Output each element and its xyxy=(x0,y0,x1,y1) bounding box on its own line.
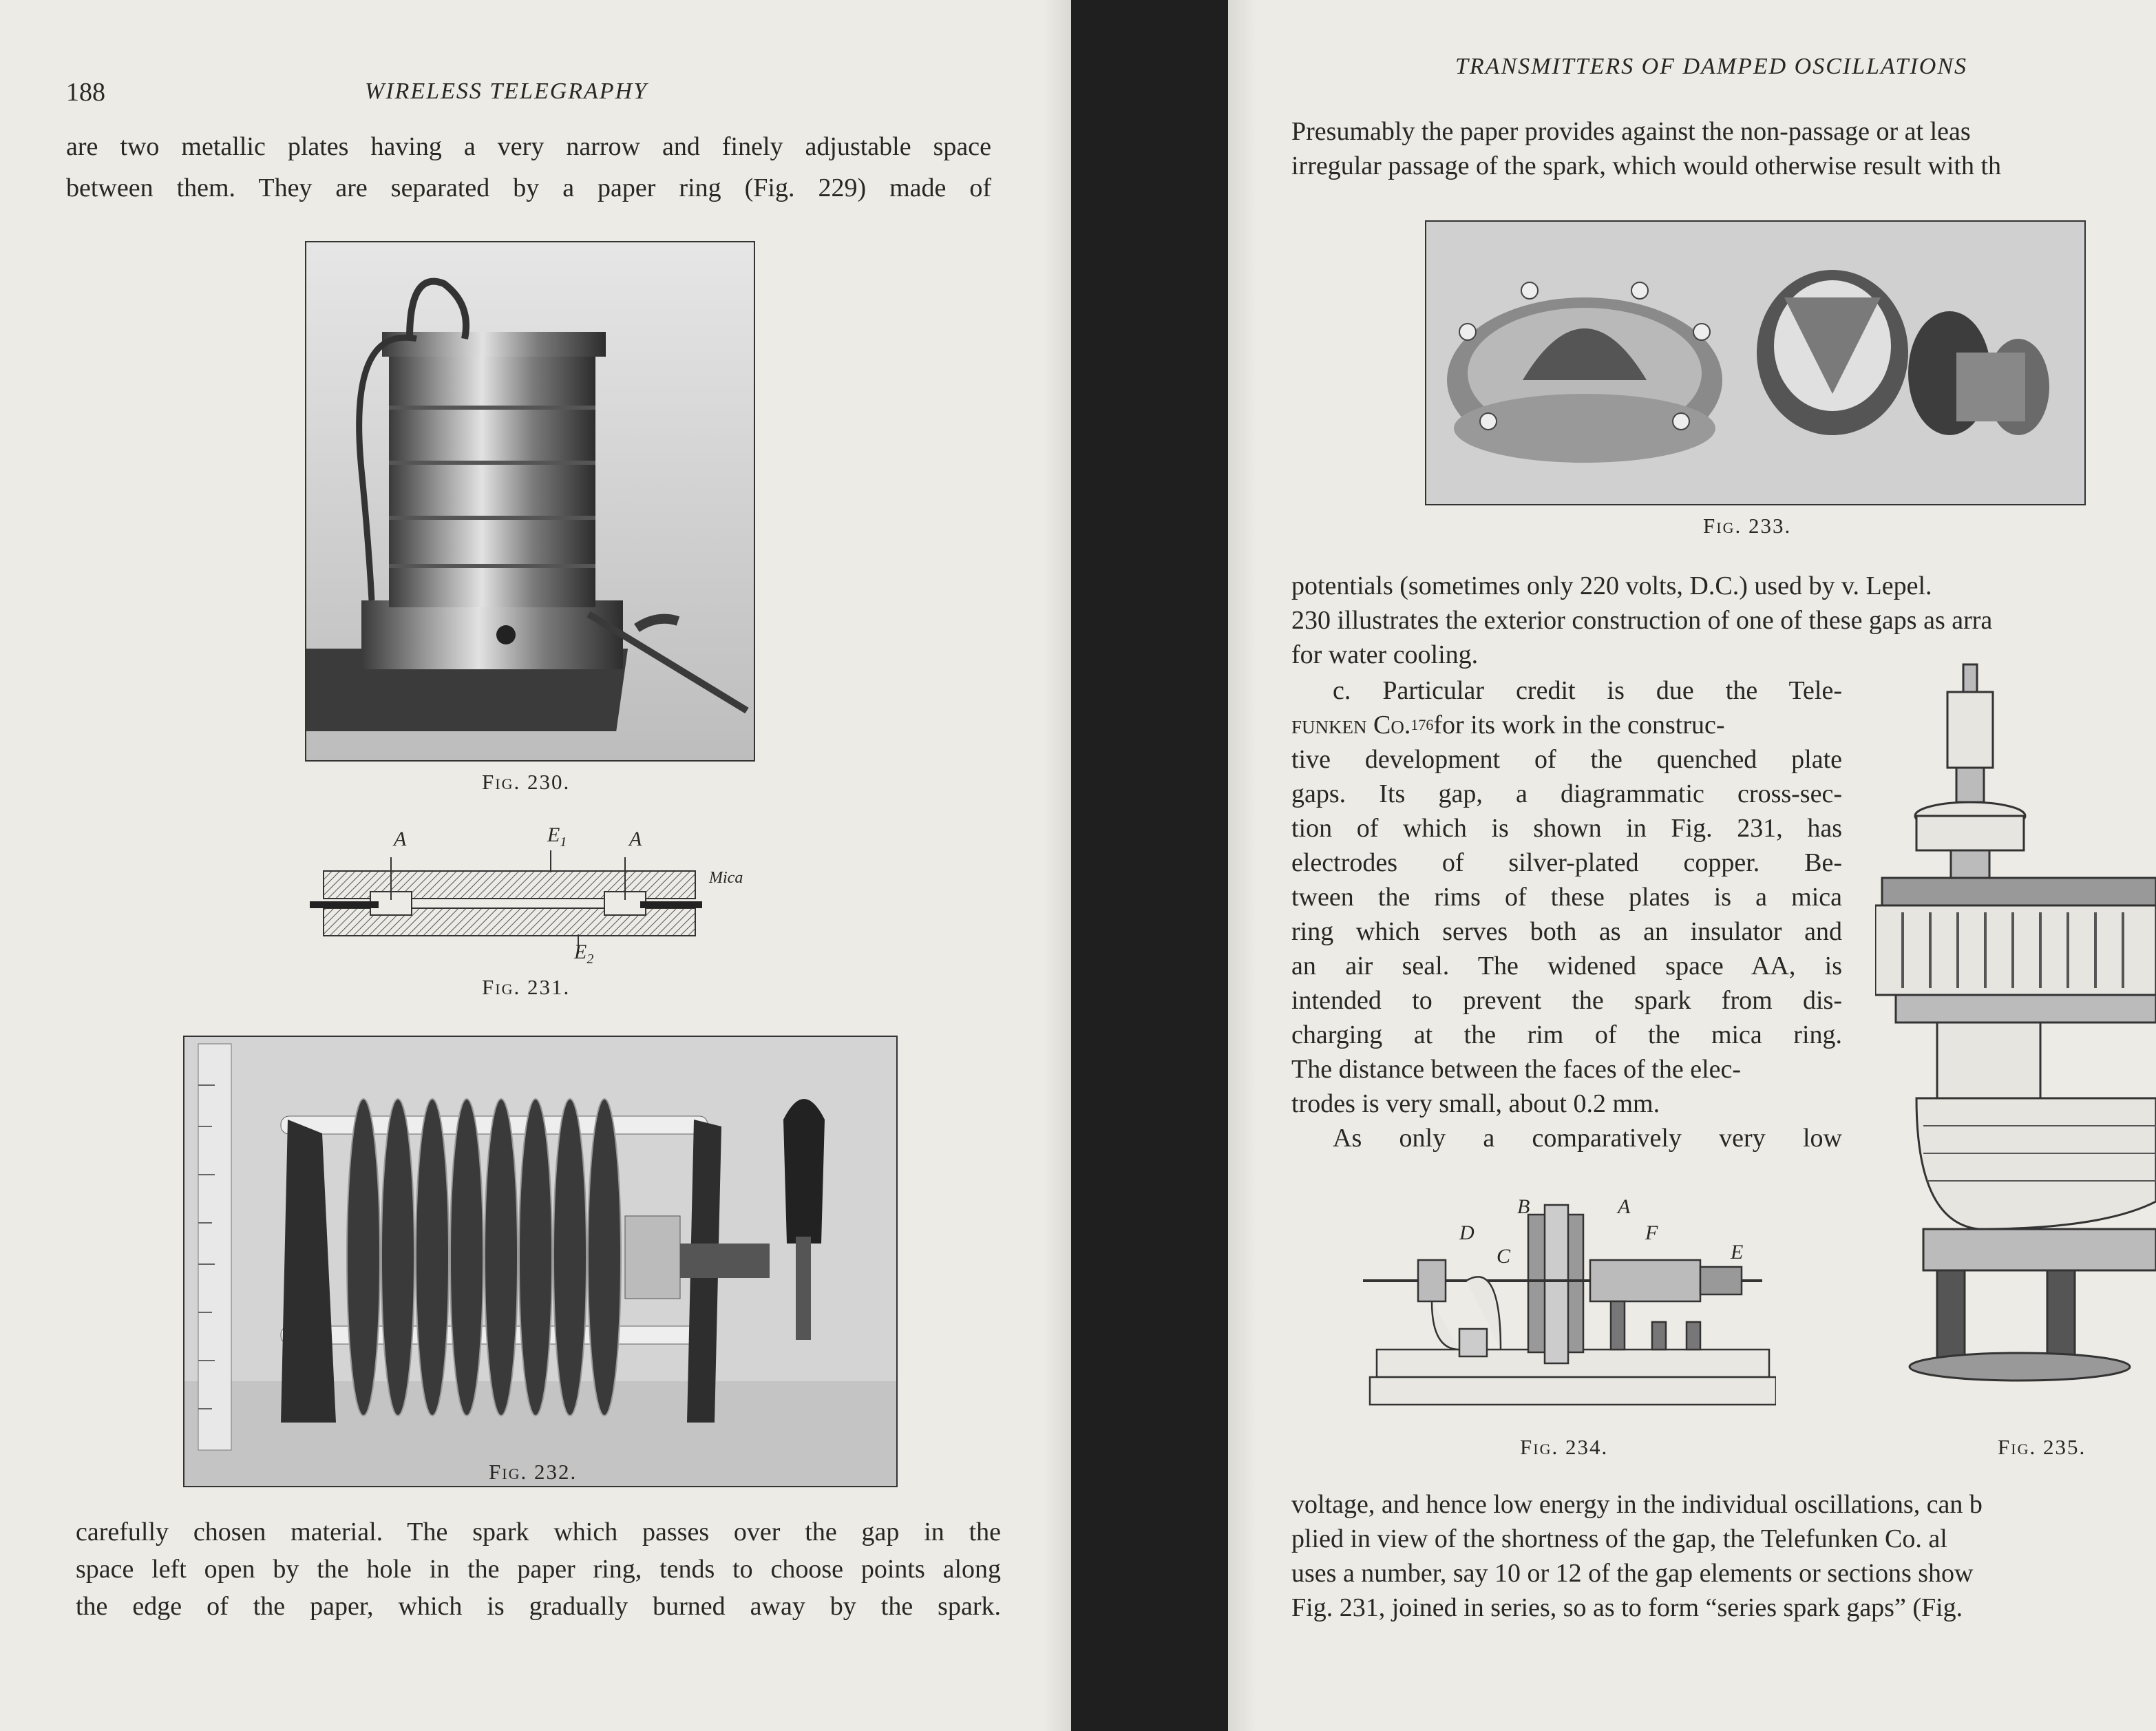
series-spark-gap-illustration xyxy=(184,1037,896,1486)
text-line: potentials (sometimes only 220 volts, D.C.) used by v. Lepel. xyxy=(1291,571,1932,600)
text-line: irregular passage of the spark, which would otherwise result with th xyxy=(1291,151,2002,180)
text-line: Fig. 231, joined in series, so as to form “series spark gaps” (Fig. xyxy=(1291,1593,1963,1622)
fig234-label-f: F xyxy=(1645,1221,1658,1244)
fig231-cross-section-diagram xyxy=(310,823,778,974)
fig230-caption: Fig. 230. xyxy=(482,770,571,794)
text-line: tween the rims of these plates is a mica xyxy=(1291,883,1842,912)
fig233-photo xyxy=(1425,220,2086,505)
text-line: Presumably the paper provides against the non-passage or at leas xyxy=(1291,117,1971,146)
fig231-label-mica: Mica xyxy=(709,869,743,887)
text-line: uses a number, say 10 or 12 of the gap elements or sections show xyxy=(1291,1559,1974,1588)
spine-shadow xyxy=(1228,0,1256,1731)
fig234-label-a: A xyxy=(1618,1195,1631,1218)
text-span: funken Co. xyxy=(1291,711,1411,739)
fig235-caption: Fig. 235. xyxy=(1998,1435,2086,1459)
text-line: tion of which is shown in Fig. 231, has xyxy=(1291,814,1842,843)
text-line: voltage, and hence low energy in the individual oscillations, can b xyxy=(1291,1490,1983,1519)
running-header: WIRELESS TELEGRAPHY xyxy=(365,78,648,104)
text-line: 230 illustrates the exterior construction of one of these gaps as arra xyxy=(1291,606,1993,635)
text-line: between them. They are separated by a paper ring (Fig. 229) made of xyxy=(66,174,991,202)
right-page xyxy=(1228,0,2156,1731)
fig233-caption: Fig. 233. xyxy=(1703,514,1792,538)
fig230-photo xyxy=(305,241,755,762)
text-line: c. Particular credit is due the Tele- xyxy=(1333,676,1842,705)
text-line: electrodes of silver-plated copper. Be- xyxy=(1291,848,1842,877)
text-line: the edge of the paper, which is gradually burned away by the spark. xyxy=(76,1592,1001,1621)
fig231-label-a-left: A xyxy=(394,828,407,850)
fig234-caption: Fig. 234. xyxy=(1520,1435,1609,1459)
left-page xyxy=(0,0,1071,1731)
text-line: an air seal. The widened space AA, is xyxy=(1291,952,1842,980)
text-span: for its work in the construc- xyxy=(1433,711,1725,739)
text-line: are two metallic plates having a very narrow and finely adjustable space xyxy=(66,132,991,161)
fig231-label-e2: $E_2$ xyxy=(574,941,594,967)
text-line: plied in view of the shortness of the gap, the Telefunken Co. al xyxy=(1291,1524,1947,1553)
page-number: 188 xyxy=(66,78,105,107)
text-line xyxy=(1291,708,1842,742)
text-line: charging at the rim of the mica ring. xyxy=(1291,1020,1842,1049)
text-line: intended to prevent the spark from dis- xyxy=(1291,986,1842,1015)
text-line: carefully chosen material. The spark which passes over the gap in the xyxy=(76,1518,1001,1546)
subscript: 2 xyxy=(586,952,594,967)
water-cooled-spark-gap-illustration xyxy=(306,242,754,760)
fig231-caption: Fig. 231. xyxy=(482,975,571,999)
text-line: trodes is very small, about 0.2 mm. xyxy=(1291,1089,1660,1118)
text-line: ring which serves both as an insulator and xyxy=(1291,917,1842,946)
quenched-gap-parts-illustration xyxy=(1426,222,2084,504)
text-line: gaps. Its gap, a diagrammatic cross-sec- xyxy=(1291,779,1842,808)
fig234-gap-diagram xyxy=(1363,1198,1776,1425)
text-line: for water cooling. xyxy=(1291,640,1479,669)
fig231-label-a-right: A xyxy=(629,828,642,850)
fig231-label-e1: $E_1$ xyxy=(547,823,567,850)
fig234-label-b: B xyxy=(1517,1195,1530,1218)
fig234-label-e: E xyxy=(1731,1241,1744,1263)
text-line: The distance between the faces of the elec- xyxy=(1291,1055,1742,1084)
footnote-ref: 176 xyxy=(1410,716,1434,733)
fig235-engraving xyxy=(1875,651,2156,1408)
fig234-label-d: D xyxy=(1459,1221,1475,1244)
text-line: As only a comparatively very low xyxy=(1333,1124,1842,1153)
spine-shadow xyxy=(1044,0,1071,1731)
fig232-photo xyxy=(183,1036,898,1487)
running-header: TRANSMITTERS OF DAMPED OSCILLATIONS xyxy=(1455,54,1968,79)
subscript: 1 xyxy=(560,835,567,850)
fig232-caption: Fig. 232. xyxy=(489,1460,578,1484)
fig234-label-c: C xyxy=(1497,1245,1511,1268)
text-line: tive development of the quenched plate xyxy=(1291,745,1842,774)
text-line: space left open by the hole in the paper ring, tends to choose points along xyxy=(76,1555,1001,1584)
